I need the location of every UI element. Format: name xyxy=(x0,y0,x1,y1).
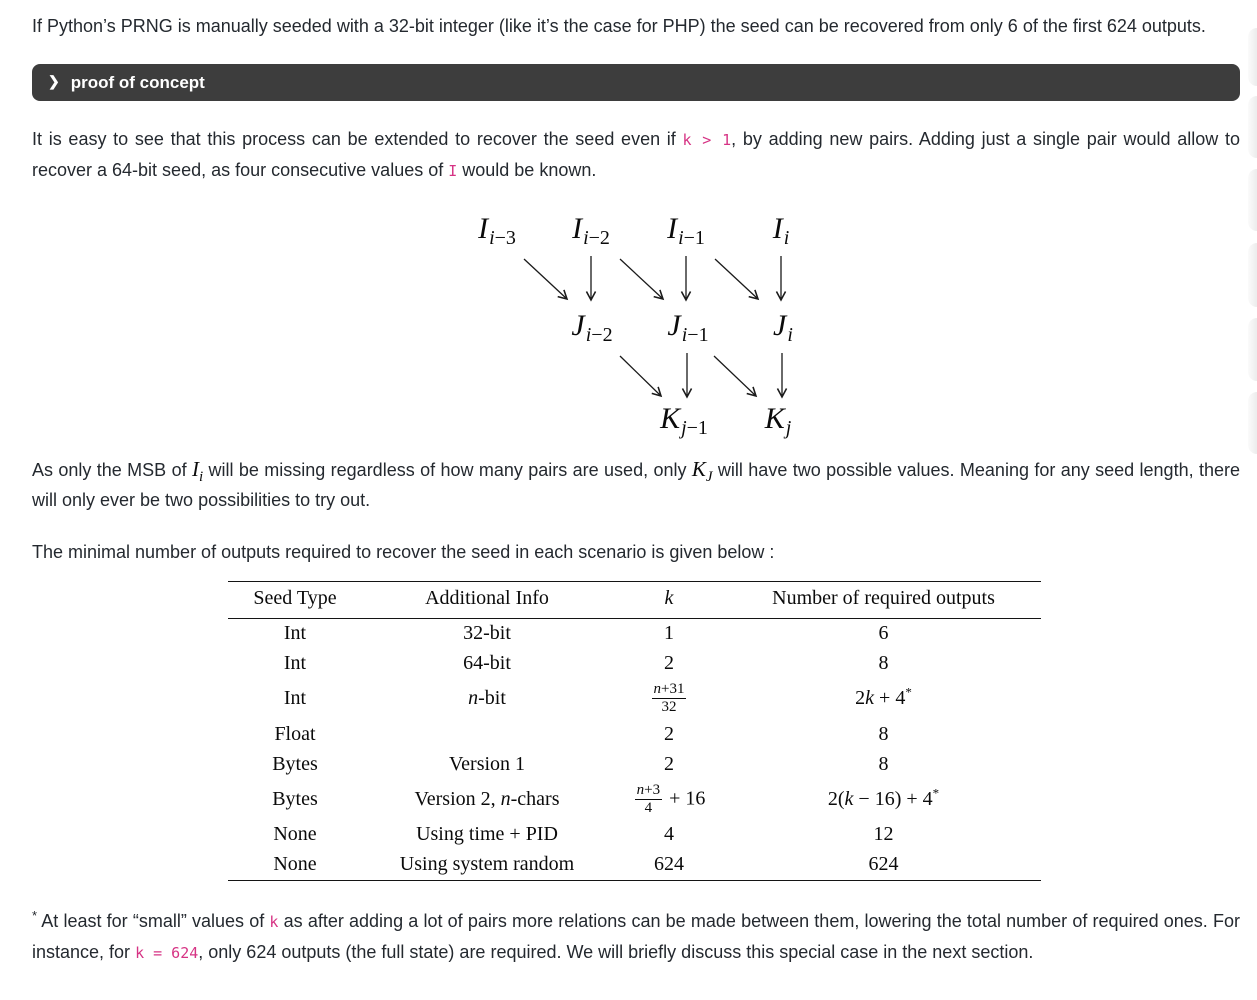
table-cell: Int xyxy=(283,622,307,644)
table-cell: None xyxy=(273,823,317,845)
results-table-wrapper xyxy=(32,581,1240,881)
table-header-cell: Additional Info xyxy=(362,582,612,619)
table-cell: 12 xyxy=(873,823,894,845)
table-row xyxy=(228,850,1041,880)
chevron-right-icon: ❯ xyxy=(48,73,60,89)
table-cell: 2 xyxy=(664,752,674,775)
table-row xyxy=(228,619,1041,649)
collapse-bar-label: proof of concept xyxy=(70,72,205,92)
table-cell: 32-bit xyxy=(463,622,511,644)
table-row xyxy=(228,649,1041,679)
inline-code: k xyxy=(269,913,279,931)
inline-code: I xyxy=(448,162,458,180)
table-cell: 2 xyxy=(664,652,674,674)
table-cell: Version 2, n-chars xyxy=(414,787,560,810)
table-asterisk: * xyxy=(932,785,940,801)
table-cell: Int xyxy=(283,652,307,674)
table-cell: Bytes xyxy=(272,752,318,775)
footnote-asterisk: * xyxy=(32,908,38,923)
inline-math: $I_i$ xyxy=(191,457,204,485)
intro-paragraph: If Python’s PRNG is manually seeded with a 32-bit integer (like it’s the case for PHP) the seed can be recovered from only 6 of the first 624 outputs. xyxy=(32,16,1206,36)
table-cell: 624 xyxy=(654,853,684,875)
table-asterisk: * xyxy=(905,684,912,700)
cutoff-card-edge xyxy=(1248,243,1257,307)
table-cell: 6 xyxy=(878,622,889,644)
table-cell: 8 xyxy=(878,652,889,674)
table-row xyxy=(228,720,1041,750)
table-cell: Version 1 xyxy=(448,752,526,775)
cutoff-card-edge xyxy=(1248,28,1257,86)
diagram-arrows xyxy=(0,204,1257,450)
diagram-node: $I_{i-2}$ xyxy=(572,212,610,249)
diagram-node: $I_i$ xyxy=(772,212,790,249)
fraction: $\frac{n+31}{32}$ xyxy=(653,681,685,716)
table-cell xyxy=(362,720,612,750)
diagram-node: $K_{j-1}$ xyxy=(660,402,708,439)
table-cell: 8 xyxy=(878,752,889,775)
diagram-node: $J_{i-2}$ xyxy=(571,309,613,346)
diagram-node: $I_{i-3}$ xyxy=(478,212,516,249)
table-cell: 624 xyxy=(868,853,899,875)
table-header-cell: Seed Type xyxy=(228,582,362,619)
table-header-row xyxy=(228,582,1041,619)
cutoff-card-edge xyxy=(1248,318,1257,381)
diagram-node: $J_i$ xyxy=(773,309,793,346)
diagram-node: $J_{i-1}$ xyxy=(667,309,709,346)
table-cell: Int xyxy=(283,687,307,710)
table-cell: 2(k − 16) + 4* xyxy=(827,785,940,810)
diagram-node: $I_{i-1}$ xyxy=(667,212,705,249)
table-cell: 4 xyxy=(664,823,674,845)
table-row xyxy=(228,780,1041,821)
table-header-cell: k xyxy=(612,582,726,619)
extension-paragraph: It is easy to see that this process can be extended to recover the seed even if k > 1, by adding new pairs. Adding just a single pair would allow to recover a 64-bit seed, as four consecutive values of I would be known. xyxy=(32,129,1241,180)
footnote-paragraph: * At least for “small” values of k as after adding a lot of pairs more relations can be made between them, lowering the total number of required ones. For instance, for k = 624, only 624 outputs (the full state) are required. We will briefly discuss this special case in the next section. xyxy=(32,908,1240,962)
table-cell xyxy=(612,679,726,720)
table-cell: 1 xyxy=(664,622,674,644)
table-cell: Bytes xyxy=(272,787,318,810)
diagram-node: $K_j$ xyxy=(764,402,792,439)
table-cell: 8 xyxy=(878,722,889,745)
recurrence-diagram xyxy=(0,204,1257,450)
table-row xyxy=(228,820,1041,850)
table-cell: Using time + PID xyxy=(416,823,558,845)
table-cell: 64-bit xyxy=(463,652,511,674)
results-table xyxy=(228,581,1041,881)
table-cell: None xyxy=(273,853,317,875)
table-row xyxy=(228,750,1041,780)
inline-math: $K_J$ xyxy=(691,457,713,485)
table-cell: 2 xyxy=(664,722,674,745)
table-cell: n-bit xyxy=(468,687,506,710)
fraction: $\frac{n+3}{4}$ xyxy=(636,781,661,816)
proof-of-concept-toggle[interactable] xyxy=(32,64,1240,101)
table-header-cell: Number of required outputs xyxy=(726,582,1041,619)
table-cell: Float xyxy=(274,722,316,745)
table-cell: Using system random xyxy=(399,853,575,875)
table-cell: $\frac{n+3}{4}$ + 16 xyxy=(636,781,706,816)
table-cell: 2k + 4* xyxy=(855,684,912,710)
table-intro-paragraph: The minimal number of outputs required to recover the seed in each scenario is given below : xyxy=(32,542,775,562)
cutoff-card-edge xyxy=(1248,169,1257,231)
cutoff-card-edge xyxy=(1248,96,1257,158)
cutoff-card-edge xyxy=(1248,392,1257,454)
table-row xyxy=(228,679,1041,720)
inline-code: k > 1 xyxy=(682,131,732,149)
msb-paragraph: As only the MSB of $I_i$ will be missing regardless of how many pairs are used, only $K_J$ will have two possible values. Meaning for any seed length, there will only ever be two possibilities to try out. xyxy=(32,457,1240,510)
inline-code: k = 624 xyxy=(135,944,199,962)
